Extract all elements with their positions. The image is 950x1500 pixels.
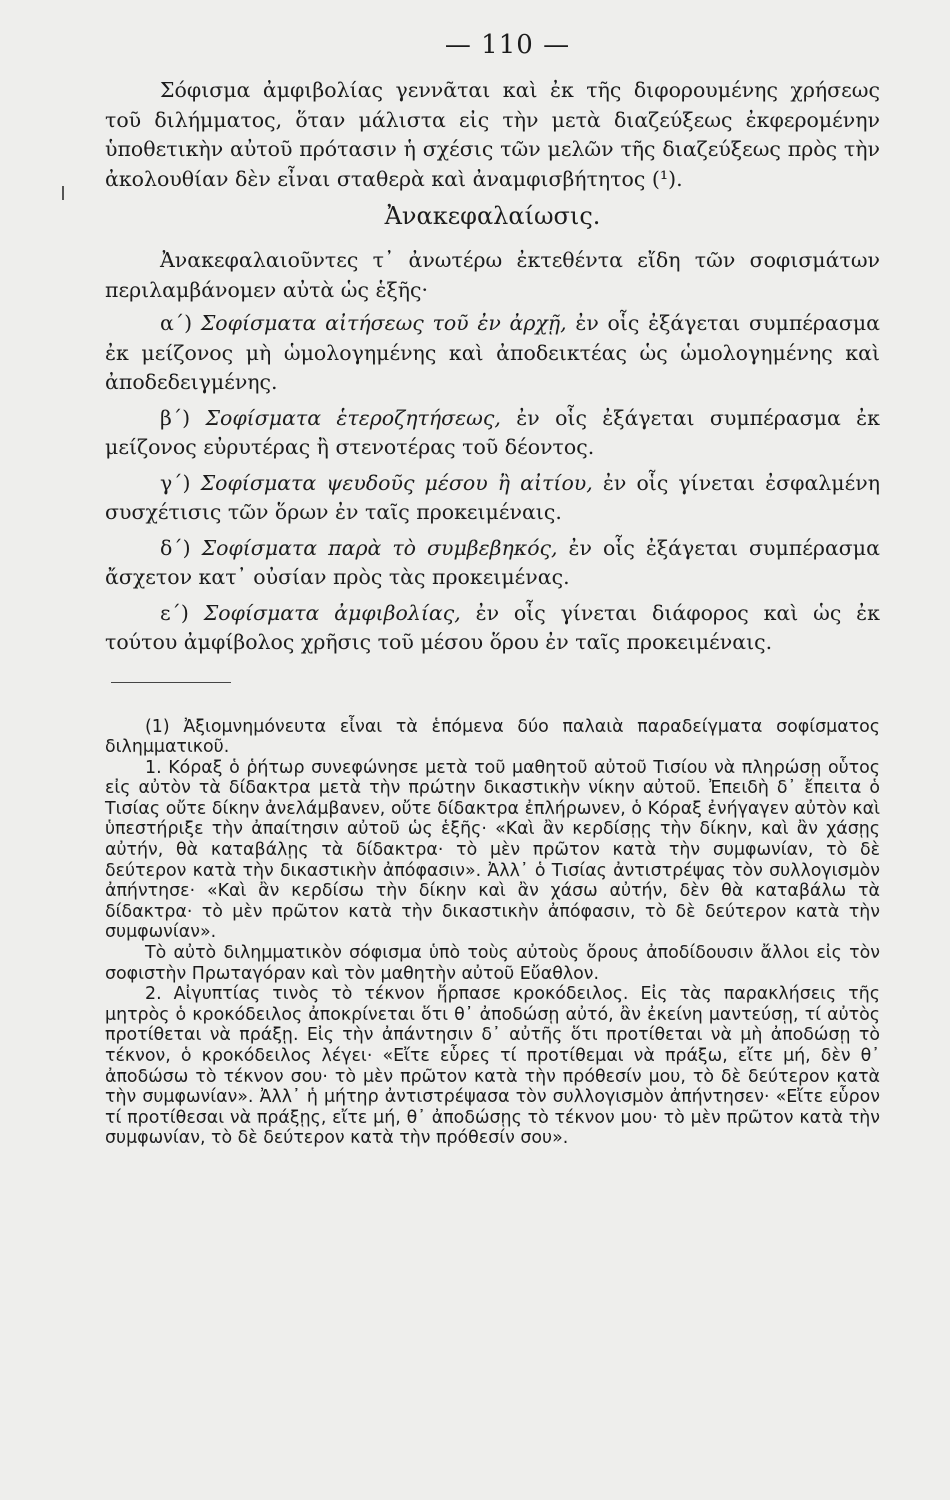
list-item [105,534,880,593]
item-title: Σοφίσματα παρὰ τὸ συμβεβηκός, [201,535,558,560]
item-label: δ΄) [160,535,191,560]
page-number: — 110 — [444,30,571,60]
item-label: γ΄) [160,470,191,495]
list-item [105,309,880,398]
list-item [105,599,880,658]
item-title: Σοφίσματα ἀμφιβολίας, [203,600,461,625]
item-text: ἐν οἷς ἐξάγεται συμπέρασμα ἐκ μείζονος εὐρυτέρας ἢ στενοτέρας τοῦ δέοντος. [105,405,880,459]
item-text: ἐν οἷς ἐξάγεται συμπέρασμα ἐκ μείζονος μὴ ὡμολογημένης καὶ ἀποδεικτέας ὡς ὡμολογημένης καὶ ἀποδεδειγμένης. [105,311,880,394]
item-text: ἐν οἷς γίνεται διάφορος καὶ ὡς ἐκ τούτου ἀμφίβολος χρῆσις τοῦ μέσου ὅρου ἐν ταῖς προκειμέναις. [105,600,880,654]
footnote-intro: (1) Ἀξιομνημόνευτα εἶναι τὰ ἑπόμενα δύο παλαιὰ παραδείγματα σοφίσματος διλημματικοῦ. [105,716,880,758]
margin-mark [62,186,64,200]
item-label: ε΄) [160,600,189,625]
main-text [105,76,880,658]
item-label: α΄) [160,311,193,335]
footnote-example-2: 2. Αἰγυπτίας τινὸς τὸ τέκνον ἥρπασε κροκόδειλος. Εἰς τὰς παρακλήσεις τῆς μητρὸς ὁ κροκόδειλος ἀποκρίνεται ὅτι θ᾿ ἀποδώσῃ αὐτό, ἂν ἐκείνη μαντεύσῃ, τί αὐτὸς προτίθεται νὰ πράξῃ. Εἰς τὴν ἀπάντησιν δ᾿ αὐτῆς ὅτι προτίθεται νὰ μὴ ἀποδώσῃ τὸ τέκνον, ὁ κροκόδειλος λέγει· «Εἴτε εὗρες τί προτίθεμαι νὰ πράξω, εἴτε μή, δὲν θ᾿ ἀποδώσω τὸ τέκνον σου· τὸ μὲν πρῶτον κατὰ τὴν πρόθεσίν μου, τὸ δὲ δεύτερον κατὰ τὴν συμφωνίαν». Ἀλλ᾿ ἡ μήτηρ ἀντιστρέψασα τὸν συλλογισμὸν ἀπήντησεν· «Εἴτε εὗρον τί προτίθεσαι νὰ πράξῃς, εἴτε μή, θ᾿ ἀποδώσῃς τὸ τέκνον μου· τὸ μὲν πρῶτον κατὰ τὴν συμφωνίαν, τὸ δὲ δεύτερον κατὰ τὴν πρόθεσίν σου». [105,984,880,1149]
footnote-example-1-note: Τὸ αὐτὸ διλημματικὸν σόφισμα ὑπὸ τοὺς αὐτοὺς ὅρους ἀποδίδουσιν ἄλλοι εἰς τὸν σοφιστὴν Πρωταγόραν καὶ τὸν μαθητὴν αὐτοῦ Εὔαθλον. [105,943,880,984]
footnote-divider [111,682,231,683]
item-title: Σοφίσματα ἑτεροζητήσεως, [205,405,501,430]
item-title: Σοφίσματα ψευδοῦς μέσου ἢ αἰτίου, [200,470,593,495]
list-item [105,404,880,463]
intro-paragraph: Σόφισμα ἀμφιβολίας γεννᾶται καὶ ἐκ τῆς διφορουμένης χρήσεως τοῦ διλήμματος, ὅταν μάλιστα εἰς τὴν μετὰ διαζεύξεως ἐκφερομένην ὑποθετικὴν αὐτοῦ πρότασιν ἡ σχέσις τῶν μελῶν τῆς διαζεύξεως πρὸς τὴν ἀκολουθίαν δὲν εἶναι σταθερὰ καὶ ἀναμφισβήτητος (¹). [105,78,880,191]
summary-intro: Ἀνακεφαλαιοῦντες τ᾿ ἀνωτέρω ἐκτεθέντα εἴδη τῶν σοφισμάτων περιλαμβάνομεν αὐτὰ ὡς ἑξῆς· [105,248,880,302]
item-label: β΄) [160,405,191,430]
list-item [105,469,880,528]
item-title: Σοφίσματα αἰτήσεως τοῦ ἐν ἀρχῇ, [200,311,567,335]
section-title: Ἀνακεφαλαίωσις. [384,202,601,230]
item-text: ἐν οἷς ἐξάγεται συμπέρασμα ἄσχετον κατ᾿ οὐσίαν πρὸς τὰς προκειμένας. [105,535,880,589]
footnotes [105,717,880,1149]
footnote-example-1: 1. Κόραξ ὁ ῥήτωρ συνεφώνησε μετὰ τοῦ μαθητοῦ αὐτοῦ Τισίου νὰ πληρώσῃ οὗτος εἰς αὐτὸν τὰ δίδακτρα μετὰ τὴν πρώτην δικαστικὴν νίκην αὐτοῦ. Ἐπειδὴ δ᾿ ἔπειτα ὁ Τισίας οὔτε δίκην ἀνελάμβανεν, οὔτε δίδακτρα ἐπλήρωνεν, ὁ Κόραξ ἐνήγαγεν αὐτὸν καὶ ὑπεστήριξε τὴν ἀπαίτησιν αὐτοῦ ὡς ἑξῆς· «Καὶ ἂν κερδίσῃς τὴν δίκην, καὶ ἂν χάσῃς αὐτήν, θὰ καταβάλῃς τὰ δίδακτρα· τὸ μὲν πρῶτον κατὰ τὴν συμφωνίαν, τὸ δὲ δεύτερον κατὰ τὴν δικαστικὴν ἀπόφασιν». Ἀλλ᾿ ὁ Τισίας ἀντιστρέψας τὸν συλλογισμὸν ἀπήντησε· «Καὶ ἂν κερδίσω τὴν δίκην καὶ ἂν χάσω αὐτήν, δὲν θὰ καταβάλω τὰ δίδακτρα· τὸ μὲν πρῶτον κατὰ τὴν δικαστικὴν ἀπόφασιν, τὸ δὲ δεύτερον κατὰ τὴν συμφωνίαν». [105,757,880,943]
item-text: ἐν οἷς γίνεται ἐσφαλμένη συσχέτισις τῶν ὅρων ἐν ταῖς προκειμέναις. [105,470,880,524]
